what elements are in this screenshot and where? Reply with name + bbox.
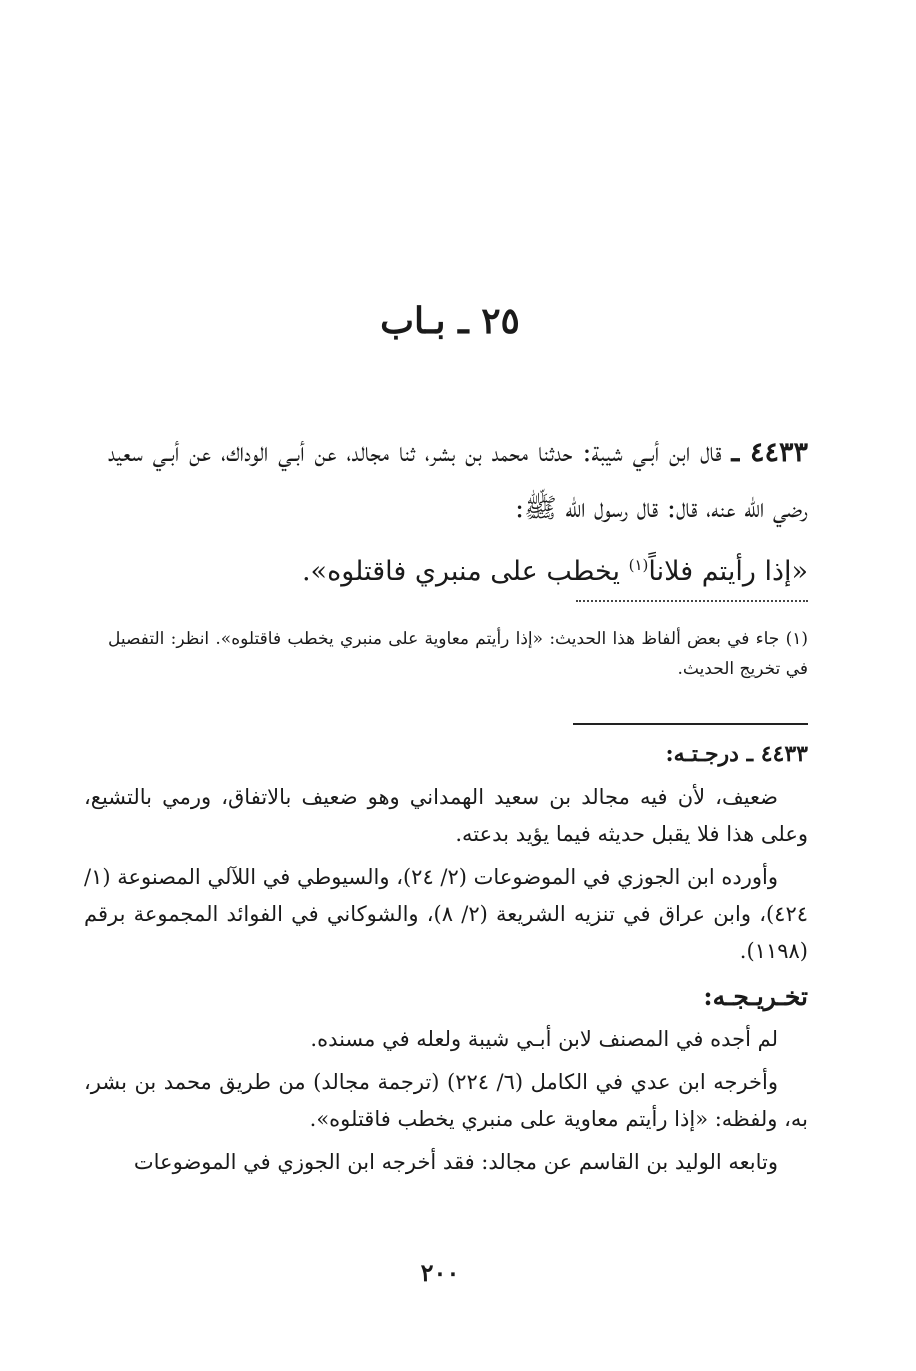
grade-paragraph-2: وأورده ابن الجوزي في الموضوعات (٢/ ٢٤)، والسيوطي في اللآلي المصنوعة (١/ ٤٢٤)، وابن عراق في تنزيه الشريعة (٢/ ٨)، والشوكاني في الفوائد المجموعة برقم (١١٩٨). bbox=[83, 865, 809, 963]
takhrij-paragraph-2: وأخرجه ابن عدي في الكامل (٦/ ٢٢٤) (ترجمة مجالد) من طريق محمد بن بشر، به، ولفظه: «إذا رأيتم معاوية على منبري يخطب فاقتلوه». bbox=[84, 1070, 808, 1131]
commentary-separator bbox=[573, 723, 808, 725]
commentary bbox=[84, 736, 808, 1187]
hadith-matn-start: «إذا رأيتم فلاناً bbox=[648, 556, 808, 587]
takhrij-paragraph-1: لم أجده في المصنف لابن أبـي شيبة ولعله في مسنده. bbox=[310, 1027, 778, 1051]
footnote bbox=[108, 624, 808, 684]
takhrij-heading: تخـريـجـه: bbox=[703, 982, 808, 1011]
footnote-marker: (١) bbox=[628, 556, 649, 574]
hadith-number: ٤٤٣٣ ـ bbox=[731, 437, 808, 468]
hadith-matn-end: يخطب على منبري فاقتلوه». bbox=[301, 556, 629, 587]
hadith-text bbox=[108, 425, 808, 600]
grade-paragraph-1: ضعيف، لأن فيه مجالد بن سعيد الهمداني وهو ضعيف بالاتفاق، ورمي بالتشيع، وعلى هذا فلا يقبل حديثه فيما يؤيد بدعته. bbox=[84, 785, 808, 846]
grade-heading: ٤٤٣٣ ـ درجـتـه: bbox=[665, 741, 808, 767]
footnote-separator bbox=[576, 600, 808, 602]
chapter-title: ٢٥ ـ بـاب bbox=[380, 300, 520, 342]
page-number: ٢٠٠ bbox=[420, 1258, 460, 1287]
hadith-isnad: قال ابن أبـي شيبة: حدثنا محمد بن بشر، ثنا مجالد، عن أبـي الوداك، عن أبـي سعيد رضي الله عنه، قال: قال رسول الله ﷺ: bbox=[108, 437, 808, 524]
takhrij-paragraph-3: وتابعه الوليد بن القاسم عن مجالد: فقد أخرجه ابن الجوزي في الموضوعات bbox=[133, 1150, 778, 1174]
footnote-text: (١) جاء في بعض ألفاظ هذا الحديث: «إذا رأيتم معاوية على منبري يخطب فاقتلوه». انظر: التفصيل في تخريج الحديث. bbox=[108, 629, 808, 679]
